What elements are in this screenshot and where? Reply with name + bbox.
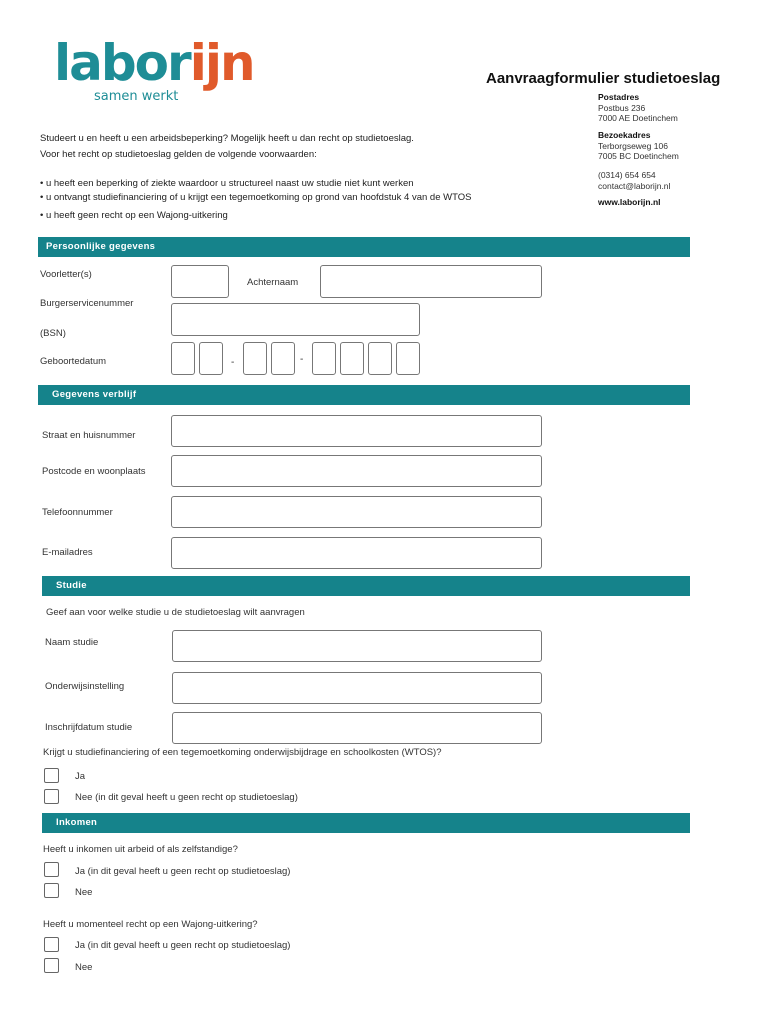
- wtos-no-label: Nee (in dit geval heeft u geen recht op studietoeslag): [75, 792, 298, 803]
- dob-month-1[interactable]: [243, 342, 267, 375]
- contact-phone: (0314) 654 654: [598, 170, 656, 180]
- study-name-input[interactable]: [172, 630, 542, 662]
- bsn-label: Burgerservicenummer: [40, 298, 134, 309]
- postal-address: [598, 92, 678, 124]
- dob-day-1[interactable]: [171, 342, 195, 375]
- section-personal-heading: Persoonlijke gegevens: [38, 237, 690, 257]
- website: [598, 197, 661, 208]
- visit-line2: 7005 BC Doetinchem: [598, 151, 679, 161]
- income-yes-checkbox[interactable]: [44, 862, 59, 877]
- wtos-yes-label: Ja: [75, 771, 86, 782]
- postcode-label: Postcode en woonplaats: [42, 466, 146, 477]
- wajong-no-label: Nee: [75, 962, 93, 973]
- intro-line1: Studeert u en heeft u een arbeidsbeperking? Mogelijk heeft u dan recht op studietoeslag.: [40, 133, 414, 144]
- logo-tagline: samen werkt: [94, 89, 179, 104]
- dob-month-2[interactable]: [271, 342, 295, 375]
- income-no-label: Nee: [75, 887, 93, 898]
- visit-address: [598, 130, 679, 162]
- wajong-yes-checkbox[interactable]: [44, 937, 59, 952]
- section-residence-heading: Gegevens verblijf: [38, 385, 690, 405]
- institution-input[interactable]: [172, 672, 542, 704]
- visit-heading: Bezoekadres: [598, 130, 651, 140]
- section-study-heading: Studie: [42, 576, 690, 596]
- wajong-question: Heeft u momenteel recht op een Wajong-uitkering?: [43, 919, 258, 930]
- email-label: E-mailadres: [42, 547, 93, 558]
- contact-email: contact@laborijn.nl: [598, 180, 671, 191]
- income-question: Heeft u inkomen uit arbeid of als zelfstandige?: [43, 844, 238, 855]
- postcode-input[interactable]: [171, 455, 542, 487]
- initials-label: Voorletter(s): [40, 269, 92, 280]
- bsn-input[interactable]: [171, 303, 420, 336]
- intro-bullet2: • u ontvangt studiefinanciering of u krijgt een tegemoetkoming op grond van hoofdstuk 4 van de WTOS: [40, 192, 472, 203]
- wajong-yes-label: Ja (in dit geval heeft u geen recht op studietoeslag): [75, 940, 291, 951]
- wajong-no-checkbox[interactable]: [44, 958, 59, 973]
- surname-label: Achternaam: [247, 277, 299, 288]
- bsn-label-abbr: (BSN): [40, 328, 66, 339]
- enroll-date-label: Inschrijfdatum studie: [45, 722, 133, 733]
- postal-line2: 7000 AE Doetinchem: [598, 113, 678, 123]
- intro-bullet1: • u heeft een beperking of ziekte waardoor u structureel naast uw studie niet kunt werken: [40, 178, 414, 189]
- postal-line1: Postbus 236: [598, 102, 646, 113]
- website-link[interactable]: www.laborijn.nl: [598, 197, 661, 207]
- laborijn-logo: [54, 34, 254, 92]
- dob-separator-2: -: [300, 354, 304, 365]
- income-yes-label: Ja (in dit geval heeft u geen recht op studietoeslag): [75, 866, 291, 877]
- phone-input[interactable]: [171, 496, 542, 528]
- logo-part-2: ijn: [189, 34, 254, 92]
- wtos-yes-checkbox[interactable]: [44, 768, 59, 783]
- institution-label: Onderwijsinstelling: [45, 681, 125, 692]
- dob-year-4[interactable]: [396, 342, 420, 375]
- intro-line2: Voor het recht op studietoeslag gelden de volgende voorwaarden:: [40, 149, 317, 160]
- dob-day-2[interactable]: [199, 342, 223, 375]
- wtos-question: Krijgt u studiefinanciering of een tegemoetkoming onderwijsbijdrage en schoolkosten (WTOS)?: [43, 747, 442, 758]
- dob-year-1[interactable]: [312, 342, 336, 375]
- visit-line1: Terborgseweg 106: [598, 140, 668, 151]
- study-name-label: Naam studie: [45, 637, 99, 648]
- study-instruction: Geef aan voor welke studie u de studietoeslag wilt aanvragen: [46, 607, 305, 618]
- postal-heading: Postadres: [598, 92, 640, 102]
- dob-label: Geboortedatum: [40, 356, 107, 367]
- street-input[interactable]: [171, 415, 542, 447]
- surname-input[interactable]: [320, 265, 542, 298]
- email-input[interactable]: [171, 537, 542, 569]
- initials-input[interactable]: [171, 265, 229, 298]
- contact-info: [598, 170, 670, 191]
- section-income-heading: Inkomen: [42, 813, 690, 833]
- dob-year-3[interactable]: [368, 342, 392, 375]
- phone-label: Telefoonnummer: [42, 507, 113, 518]
- intro-bullet3: • u heeft geen recht op een Wajong-uitkering: [40, 210, 228, 221]
- wtos-no-checkbox[interactable]: [44, 789, 59, 804]
- enroll-date-input[interactable]: [172, 712, 542, 744]
- income-no-checkbox[interactable]: [44, 883, 59, 898]
- street-label: Straat en huisnummer: [42, 430, 136, 441]
- dob-separator-1: -: [231, 357, 235, 368]
- dob-year-2[interactable]: [340, 342, 364, 375]
- logo-part-1: labor: [54, 34, 190, 92]
- document-title: Aanvraagformulier studietoeslag: [486, 70, 721, 87]
